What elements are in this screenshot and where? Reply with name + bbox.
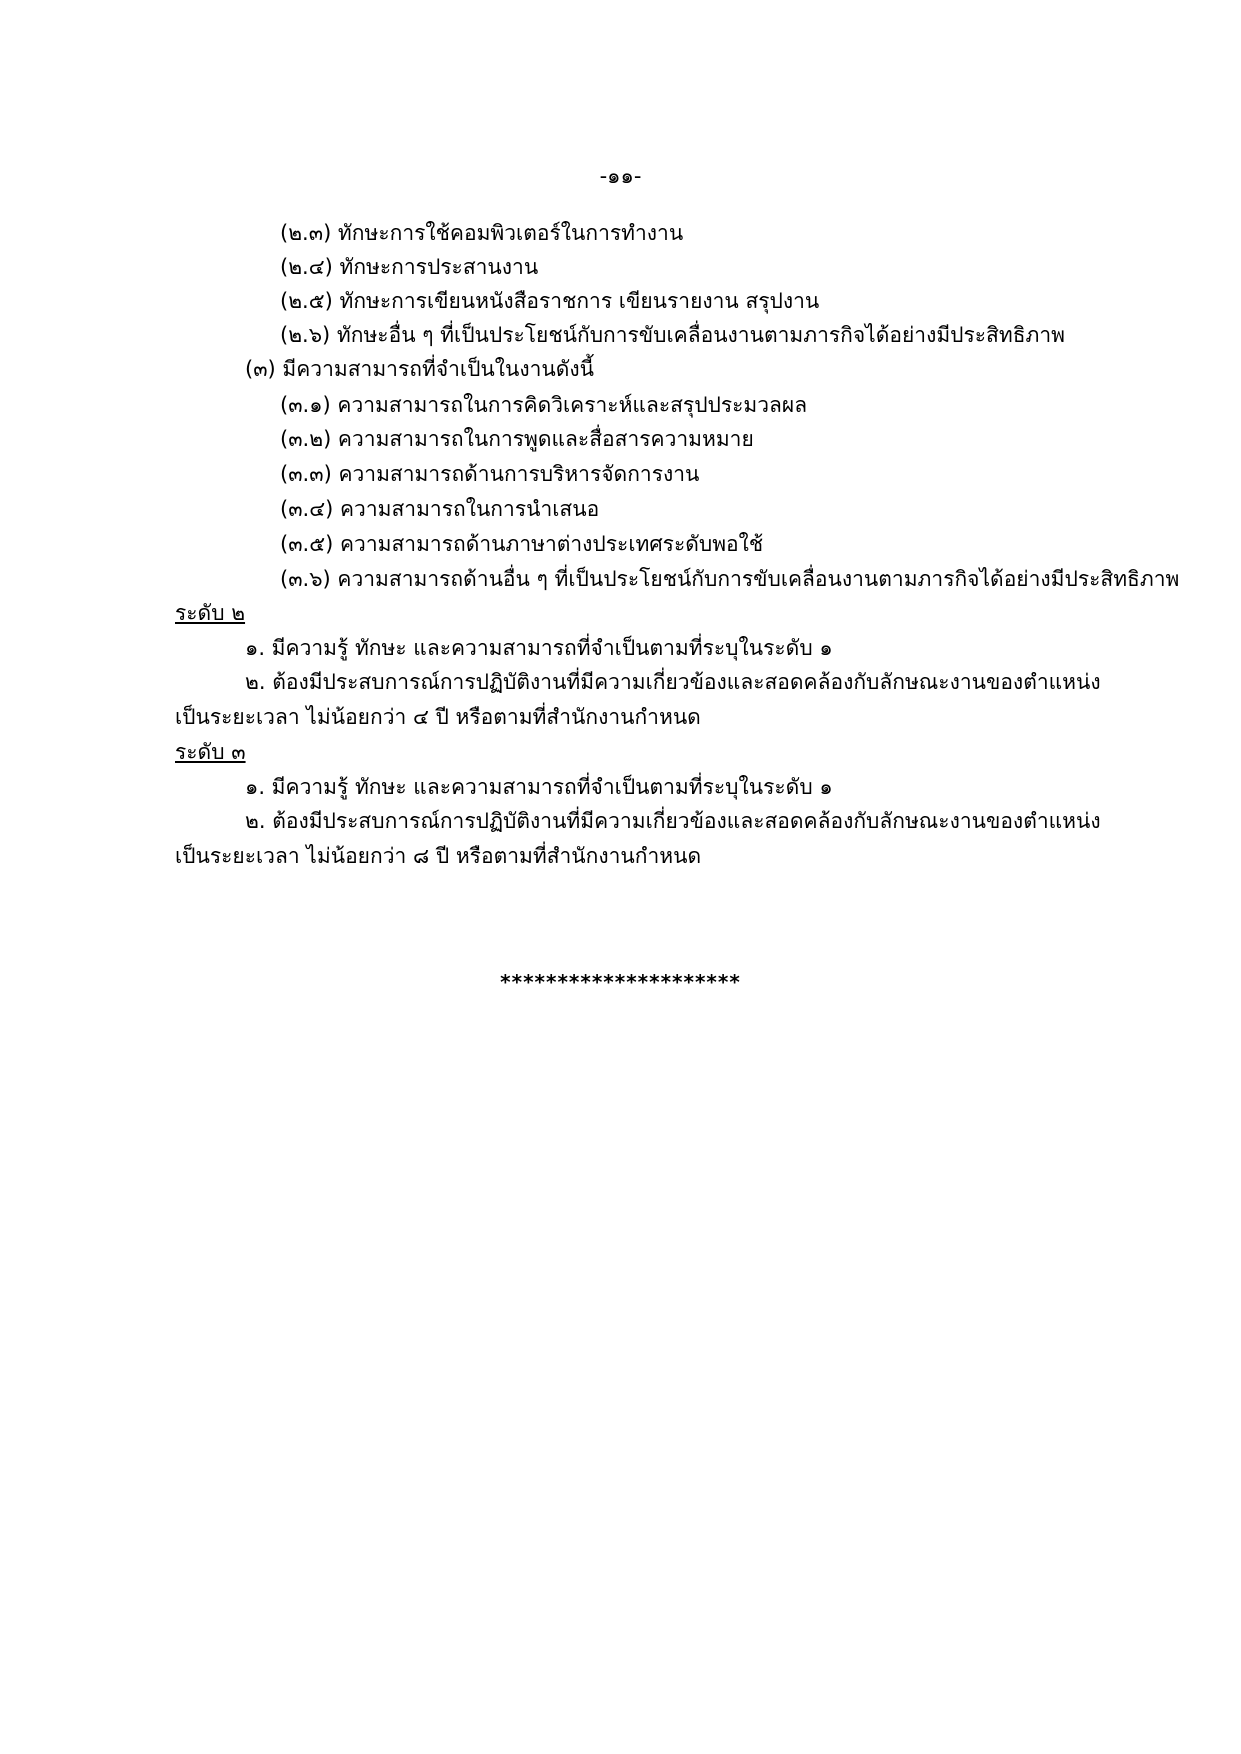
ability-item-3-2: (๓.๒) ความสามารถในการพูดและสื่อสารความหมาย (280, 427, 754, 451)
level-2-heading: ระดับ ๒ (175, 601, 246, 625)
level-2-item-2-continued: เป็นระยะเวลา ไม่น้อยกว่า ๔ ปี หรือตามที่สำนักงานกำหนด (175, 705, 701, 729)
level-2-item-1: ๑. มีความรู้ ทักษะ และความสามารถที่จำเป็นตามที่ระบุในระดับ ๑ (245, 636, 833, 660)
level-3-heading: ระดับ ๓ (175, 740, 246, 764)
skill-item-2-3: (๒.๓) ทักษะการใช้คอมพิวเตอร์ในการทำงาน (280, 221, 684, 245)
skill-item-2-5: (๒.๕) ทักษะการเขียนหนังสือราชการ เขียนรายงาน สรุปงาน (280, 289, 820, 313)
end-of-section-marker: ********************* (500, 970, 741, 994)
ability-item-3-1: (๓.๑) ความสามารถในการคิดวิเคราะห์และสรุปประมวลผล (280, 393, 808, 417)
ability-item-3-4: (๓.๔) ความสามารถในการนำเสนอ (280, 497, 600, 521)
level-2-item-2: ๒. ต้องมีประสบการณ์การปฏิบัติงานที่มีความเกี่ยวข้องและสอดคล้องกับลักษณะงานของตำแหน่ง (245, 670, 1101, 694)
level-3-item-1: ๑. มีความรู้ ทักษะ และความสามารถที่จำเป็นตามที่ระบุในระดับ ๑ (245, 775, 833, 799)
level-3-item-2: ๒. ต้องมีประสบการณ์การปฏิบัติงานที่มีความเกี่ยวข้องและสอดคล้องกับลักษณะงานของตำแหน่ง (245, 809, 1101, 833)
skill-item-2-4: (๒.๔) ทักษะการประสานงาน (280, 255, 539, 279)
page-number: -๑๑- (599, 164, 642, 188)
level-3-item-2-continued: เป็นระยะเวลา ไม่น้อยกว่า ๘ ปี หรือตามที่สำนักงานกำหนด (175, 844, 702, 868)
ability-item-3-5: (๓.๕) ความสามารถด้านภาษาต่างประเทศระดับพอใช้ (280, 532, 764, 556)
ability-item-3-3: (๓.๓) ความสามารถด้านการบริหารจัดการงาน (280, 462, 700, 486)
abilities-heading: (๓) มีความสามารถที่จำเป็นในงานดังนี้ (245, 357, 595, 381)
skill-item-2-6: (๒.๖) ทักษะอื่น ๆ ที่เป็นประโยชน์กับการขับเคลื่อนงานตามภารกิจได้อย่างมีประสิทธิภาพ (280, 323, 1066, 347)
ability-item-3-6: (๓.๖) ความสามารถด้านอื่น ๆ ที่เป็นประโยชน์กับการขับเคลื่อนงานตามภารกิจได้อย่างมีประสิทธิภาพ (280, 567, 1180, 591)
